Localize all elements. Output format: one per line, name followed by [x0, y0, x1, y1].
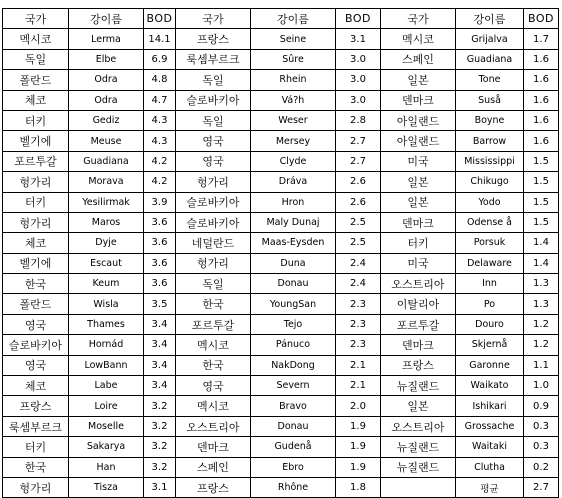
cell-bod: 3.5: [144, 294, 176, 314]
cell-river: Ishikari: [456, 396, 524, 416]
header-country: 국가: [176, 9, 251, 29]
cell-river: LowBann: [69, 355, 144, 375]
cell-country: 아일랜드: [381, 110, 456, 130]
cell-bod: 2.1: [336, 355, 381, 375]
cell-bod: 2.7: [336, 131, 381, 151]
cell-river: Odra: [69, 90, 144, 110]
cell-bod: 3.6: [144, 212, 176, 232]
cell-bod: 1.6: [524, 90, 559, 110]
cell-bod: 2.3: [336, 294, 381, 314]
cell-bod: 0.2: [524, 457, 559, 477]
cell-bod: 2.3: [336, 314, 381, 334]
cell-bod: 1.4: [524, 253, 559, 273]
cell-country: 미국: [381, 151, 456, 171]
cell-country: 이탈리아: [381, 294, 456, 314]
cell-country: 프랑스: [3, 396, 69, 416]
cell-river: Douro: [456, 314, 524, 334]
cell-bod: 3.0: [336, 70, 381, 90]
cell-river: Rhein: [251, 70, 336, 90]
cell-river: Vá?h: [251, 90, 336, 110]
cell-country: 뉴질랜드: [381, 457, 456, 477]
table-row: [3, 233, 559, 253]
cell-river: Waitaki: [456, 437, 524, 457]
cell-bod: 3.4: [144, 335, 176, 355]
cell-river: Maly Dunaj: [251, 212, 336, 232]
header-river: 강이름: [456, 9, 524, 29]
cell-river: Escaut: [69, 253, 144, 273]
cell-river: Keum: [69, 274, 144, 294]
cell-river: Hron: [251, 192, 336, 212]
cell-country: 뉴질랜드: [381, 376, 456, 396]
cell-country: 영국: [3, 355, 69, 375]
cell-bod: 1.5: [524, 212, 559, 232]
cell-bod: 4.8: [144, 70, 176, 90]
cell-country: 한국: [176, 355, 251, 375]
cell-bod: 1.9: [336, 437, 381, 457]
cell-country: 한국: [176, 294, 251, 314]
cell-bod: 2.6: [336, 172, 381, 192]
cell-river: Suså: [456, 90, 524, 110]
cell-country: 터키: [3, 437, 69, 457]
cell-country: 영국: [176, 151, 251, 171]
cell-river: Maros: [69, 212, 144, 232]
table-row: [3, 355, 559, 375]
table-row: [3, 131, 559, 151]
table-body: [3, 29, 559, 498]
table-row: [3, 192, 559, 212]
cell-river: Porsuk: [456, 233, 524, 253]
table-row: [3, 151, 559, 171]
cell-country: 터키: [3, 192, 69, 212]
cell-river: Tone: [456, 70, 524, 90]
header-country: 국가: [3, 9, 69, 29]
cell-bod: 3.2: [144, 457, 176, 477]
table-row: [3, 172, 559, 192]
cell-bod: 2.7: [336, 151, 381, 171]
cell-river: Dyje: [69, 233, 144, 253]
header-bod: BOD: [524, 9, 559, 29]
cell-country: 슬로바키아: [3, 335, 69, 355]
table-row: [3, 437, 559, 457]
cell-country: 한국: [3, 457, 69, 477]
header-country: 국가: [381, 9, 456, 29]
cell-country: 영국: [3, 314, 69, 334]
cell-river: Elbe: [69, 49, 144, 69]
cell-country: 포르투갈: [381, 314, 456, 334]
cell-bod: 3.2: [144, 437, 176, 457]
cell-bod: 3.9: [144, 192, 176, 212]
cell-bod: 3.4: [144, 355, 176, 375]
cell-country: 스페인: [381, 49, 456, 69]
cell-country: 덴마크: [381, 212, 456, 232]
cell-bod: 3.4: [144, 314, 176, 334]
cell-country: 터키: [381, 233, 456, 253]
cell-country: 슬로바키아: [176, 192, 251, 212]
cell-bod: 2.4: [336, 274, 381, 294]
cell-river: Seine: [251, 29, 336, 49]
cell-bod: 1.6: [524, 70, 559, 90]
cell-river: Labe: [69, 376, 144, 396]
cell-river: Guadiana: [456, 49, 524, 69]
cell-country: 프랑스: [176, 477, 251, 497]
cell-river: Yodo: [456, 192, 524, 212]
cell-country: 독일: [176, 110, 251, 130]
cell-bod: 3.1: [144, 477, 176, 497]
cell-bod: 3.6: [144, 233, 176, 253]
cell-river: Hornád: [69, 335, 144, 355]
cell-country: 체코: [3, 90, 69, 110]
cell-river: Inn: [456, 274, 524, 294]
cell-country: 멕시코: [176, 335, 251, 355]
table-row: [3, 457, 559, 477]
table-row: [3, 376, 559, 396]
cell-river: Clutha: [456, 457, 524, 477]
cell-river: YoungSan: [251, 294, 336, 314]
cell-river: Pánuco: [251, 335, 336, 355]
cell-bod: 0.3: [524, 437, 559, 457]
cell-bod: 6.9: [144, 49, 176, 69]
cell-river: 평균: [456, 477, 524, 497]
cell-bod: 1.9: [336, 416, 381, 436]
cell-country: 멕시코: [176, 396, 251, 416]
cell-river: Grossache: [456, 416, 524, 436]
cell-country: 슬로바키아: [176, 90, 251, 110]
table-row: [3, 416, 559, 436]
cell-country: 일본: [381, 70, 456, 90]
table-row: [3, 477, 559, 497]
cell-bod: 1.5: [524, 192, 559, 212]
table-row: [3, 253, 559, 273]
cell-river: Donau: [251, 274, 336, 294]
cell-country: 영국: [176, 131, 251, 151]
cell-bod: 2.1: [336, 376, 381, 396]
header-river: 강이름: [251, 9, 336, 29]
cell-country: 프랑스: [176, 29, 251, 49]
cell-country: 미국: [381, 253, 456, 273]
header-row: [3, 9, 559, 29]
cell-country: 덴마크: [176, 437, 251, 457]
cell-country: 체코: [3, 376, 69, 396]
cell-bod: 2.6: [336, 192, 381, 212]
cell-country: 독일: [176, 274, 251, 294]
cell-country: 덴마크: [381, 335, 456, 355]
cell-country: 오스트리아: [176, 416, 251, 436]
cell-river: Gediz: [69, 110, 144, 130]
cell-river: Yesilirmak: [69, 192, 144, 212]
cell-country: 스페인: [176, 457, 251, 477]
cell-bod: 1.1: [524, 355, 559, 375]
cell-river: NakDong: [251, 355, 336, 375]
cell-bod: 1.4: [524, 233, 559, 253]
cell-river: Lerma: [69, 29, 144, 49]
cell-bod: 2.0: [336, 396, 381, 416]
cell-river: Mersey: [251, 131, 336, 151]
cell-river: Delaware: [456, 253, 524, 273]
cell-river: Rhône: [251, 477, 336, 497]
cell-river: Mississippi: [456, 151, 524, 171]
cell-river: Severn: [251, 376, 336, 396]
cell-bod: 1.8: [336, 477, 381, 497]
table-row: [3, 70, 559, 90]
cell-country: 슬로바키아: [176, 212, 251, 232]
cell-country: 프랑스: [381, 355, 456, 375]
cell-country: 독일: [176, 70, 251, 90]
cell-country: 헝가리: [3, 172, 69, 192]
cell-river: Thames: [69, 314, 144, 334]
cell-bod: 1.3: [524, 294, 559, 314]
cell-river: Skjernå: [456, 335, 524, 355]
cell-bod: 4.2: [144, 172, 176, 192]
cell-bod: 3.6: [144, 274, 176, 294]
cell-river: Han: [69, 457, 144, 477]
cell-river: Meuse: [69, 131, 144, 151]
cell-country: 일본: [381, 396, 456, 416]
cell-country: 한국: [3, 274, 69, 294]
cell-country: 포르투갈: [3, 151, 69, 171]
table-row: [3, 29, 559, 49]
cell-country: 헝가리: [3, 477, 69, 497]
cell-country: 룩셈부르크: [176, 49, 251, 69]
cell-country: 룩셈부르크: [3, 416, 69, 436]
cell-river: Barrow: [456, 131, 524, 151]
cell-river: Loire: [69, 396, 144, 416]
cell-country: 네덜란드: [176, 233, 251, 253]
table-row: [3, 396, 559, 416]
cell-country: 멕시코: [3, 29, 69, 49]
cell-bod: 3.0: [336, 49, 381, 69]
cell-country: 멕시코: [381, 29, 456, 49]
cell-bod: 3.2: [144, 396, 176, 416]
cell-river: Po: [456, 294, 524, 314]
header-bod: BOD: [144, 9, 176, 29]
cell-bod: 1.6: [524, 110, 559, 130]
header-bod: BOD: [336, 9, 381, 29]
cell-bod: 3.2: [144, 416, 176, 436]
cell-river: Ebro: [251, 457, 336, 477]
cell-bod: 2.5: [336, 233, 381, 253]
cell-river: Tejo: [251, 314, 336, 334]
cell-country: 오스트리아: [381, 416, 456, 436]
cell-river: Garonne: [456, 355, 524, 375]
cell-country: 폴란드: [3, 294, 69, 314]
header-river: 강이름: [69, 9, 144, 29]
cell-river: Waikato: [456, 376, 524, 396]
cell-country: 헝가리: [176, 253, 251, 273]
cell-bod: 2.7: [524, 477, 559, 497]
cell-country: 독일: [3, 49, 69, 69]
cell-country: 일본: [381, 192, 456, 212]
table-row: [3, 335, 559, 355]
cell-country: 아일랜드: [381, 131, 456, 151]
cell-river: Duna: [251, 253, 336, 273]
cell-bod: 2.3: [336, 335, 381, 355]
cell-bod: 1.0: [524, 376, 559, 396]
cell-country: 벨기에: [3, 131, 69, 151]
cell-river: Grijalva: [456, 29, 524, 49]
cell-bod: 4.3: [144, 110, 176, 130]
cell-bod: 1.5: [524, 172, 559, 192]
cell-bod: 1.7: [524, 29, 559, 49]
table-row: [3, 90, 559, 110]
cell-country: 덴마크: [381, 90, 456, 110]
bod-table: [2, 8, 559, 498]
cell-river: Donau: [251, 416, 336, 436]
cell-bod: 1.6: [524, 131, 559, 151]
cell-river: Wisla: [69, 294, 144, 314]
cell-bod: 14.1: [144, 29, 176, 49]
cell-river: Bravo: [251, 396, 336, 416]
cell-bod: 1.5: [524, 151, 559, 171]
cell-bod: 2.5: [336, 212, 381, 232]
cell-country: 폴란드: [3, 70, 69, 90]
table-row: [3, 294, 559, 314]
cell-river: Gudenå: [251, 437, 336, 457]
table-row: [3, 110, 559, 130]
cell-country: 헝가리: [3, 212, 69, 232]
table-row: [3, 274, 559, 294]
cell-bod: 2.8: [336, 110, 381, 130]
table-row: [3, 49, 559, 69]
cell-bod: 2.4: [336, 253, 381, 273]
cell-river: Guadiana: [69, 151, 144, 171]
cell-country: 헝가리: [176, 172, 251, 192]
cell-river: Sûre: [251, 49, 336, 69]
cell-country: 일본: [381, 172, 456, 192]
cell-bod: 4.2: [144, 151, 176, 171]
cell-country: 영국: [176, 376, 251, 396]
cell-river: Tisza: [69, 477, 144, 497]
cell-bod: 3.4: [144, 376, 176, 396]
cell-country: 터키: [3, 110, 69, 130]
cell-bod: 0.9: [524, 396, 559, 416]
cell-river: Odense å: [456, 212, 524, 232]
cell-country: 뉴질랜드: [381, 437, 456, 457]
cell-river: Morava: [69, 172, 144, 192]
cell-country: [381, 477, 456, 497]
table-container: [2, 8, 559, 498]
cell-bod: 3.6: [144, 253, 176, 273]
cell-bod: 3.0: [336, 90, 381, 110]
cell-river: Chikugo: [456, 172, 524, 192]
cell-river: Moselle: [69, 416, 144, 436]
cell-bod: 3.1: [336, 29, 381, 49]
cell-bod: 0.3: [524, 416, 559, 436]
cell-river: Sakarya: [69, 437, 144, 457]
cell-bod: 1.6: [524, 49, 559, 69]
table-row: [3, 212, 559, 232]
cell-river: Clyde: [251, 151, 336, 171]
cell-country: 벨기에: [3, 253, 69, 273]
cell-river: Odra: [69, 70, 144, 90]
cell-river: Weser: [251, 110, 336, 130]
cell-bod: 1.9: [336, 457, 381, 477]
cell-river: Boyne: [456, 110, 524, 130]
cell-river: Maas-Eysden: [251, 233, 336, 253]
cell-bod: 1.2: [524, 314, 559, 334]
cell-bod: 4.7: [144, 90, 176, 110]
cell-country: 포르투갈: [176, 314, 251, 334]
cell-bod: 1.3: [524, 274, 559, 294]
cell-country: 체코: [3, 233, 69, 253]
cell-river: Dráva: [251, 172, 336, 192]
cell-country: 오스트리아: [381, 274, 456, 294]
cell-bod: 4.3: [144, 131, 176, 151]
table-row: [3, 314, 559, 334]
cell-bod: 1.2: [524, 335, 559, 355]
